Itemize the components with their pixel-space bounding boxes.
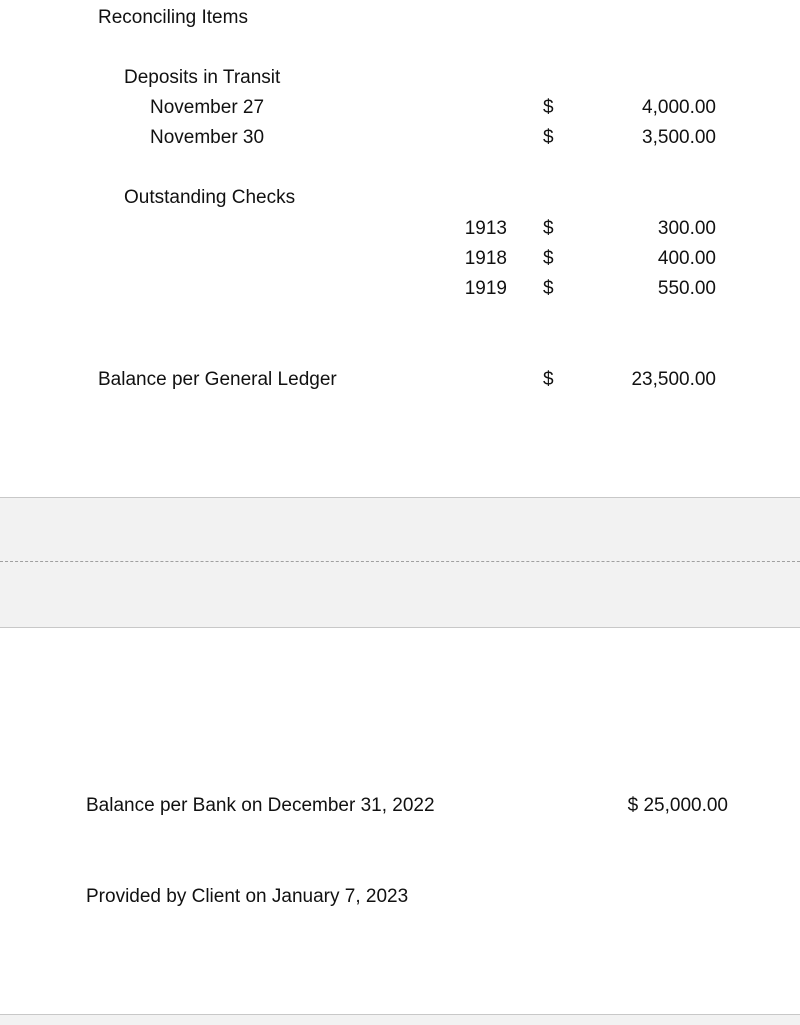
provided-by-client-note: Provided by Client on January 7, 2023 — [86, 886, 409, 907]
check-number: 1918 — [464, 248, 507, 269]
deposit-currency: $ — [543, 127, 554, 148]
page-break-divider — [0, 561, 800, 562]
check-amount: 300.00 — [657, 218, 716, 239]
deposits-in-transit-heading: Deposits in Transit — [124, 67, 281, 88]
outstanding-checks-heading: Outstanding Checks — [124, 187, 296, 208]
check-amount: 400.00 — [657, 248, 716, 269]
check-currency: $ — [543, 248, 554, 269]
check-number: 1913 — [464, 218, 507, 239]
deposit-amount: 4,000.00 — [642, 97, 716, 118]
deposit-label: November 27 — [150, 97, 265, 118]
balance-general-ledger-label: Balance per General Ledger — [98, 369, 337, 390]
reconciling-items-heading: Reconciling Items — [98, 7, 248, 28]
page-bottom-gap — [0, 1014, 800, 1025]
balance-general-ledger-amount: 23,500.00 — [631, 369, 716, 390]
balance-general-ledger-currency: $ — [543, 369, 554, 390]
check-number: 1919 — [464, 278, 507, 299]
deposit-amount: 3,500.00 — [642, 127, 716, 148]
check-amount: 550.00 — [657, 278, 716, 299]
page-break-gap — [0, 497, 800, 628]
balance-per-bank-amount: $ 25,000.00 — [627, 795, 728, 816]
check-currency: $ — [543, 278, 554, 299]
deposit-label: November 30 — [150, 127, 265, 148]
check-currency: $ — [543, 218, 554, 239]
deposit-currency: $ — [543, 97, 554, 118]
balance-per-bank-label: Balance per Bank on December 31, 2022 — [86, 795, 435, 816]
